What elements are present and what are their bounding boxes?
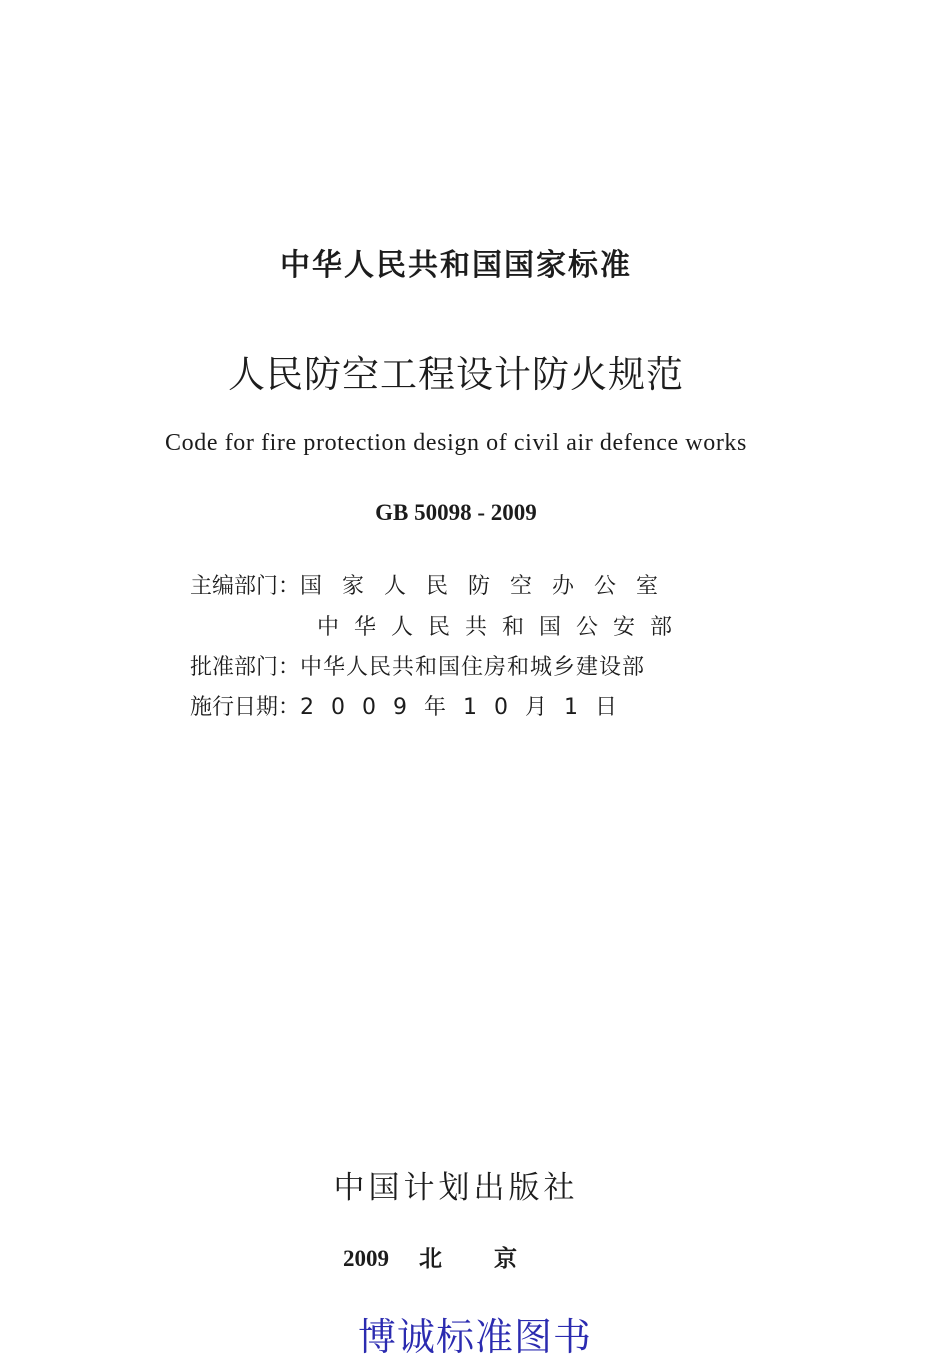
effective-date-row (190, 690, 634, 721)
chief-editor-1: 国家人民防空办公室 (300, 574, 679, 599)
publication-place (0, 1240, 912, 1273)
approver: 中华人民共和国住房和城乡建设部 (300, 655, 646, 680)
effective-date: 2009年10月1日 (300, 695, 634, 720)
effective-date-label: 施行日期： (190, 695, 301, 720)
approver-row (190, 650, 645, 681)
watermark-text: 博诚标准图书 (357, 1315, 592, 1359)
publication-year: 2009 (343, 1246, 389, 1271)
document-title-english: Code for fire protection design of civil air defence works (165, 430, 747, 456)
publication-city: 北京 (419, 1246, 569, 1271)
chief-editor-row (190, 569, 678, 600)
chief-editor-label: 主编部门： (190, 574, 301, 599)
standard-code: GB 50098 - 2009 (375, 500, 537, 525)
chief-editor-row-2 (317, 610, 687, 641)
standard-type-heading: 中华人民共和国国家标准 (280, 248, 632, 283)
approver-label: 批准部门： (190, 655, 301, 680)
publisher-name: 中国计划出版社 (333, 1170, 579, 1206)
document-title-chinese: 人民防空工程设计防火规范 (228, 353, 684, 396)
chief-editor-2: 中华人民共和国公安部 (317, 615, 688, 640)
